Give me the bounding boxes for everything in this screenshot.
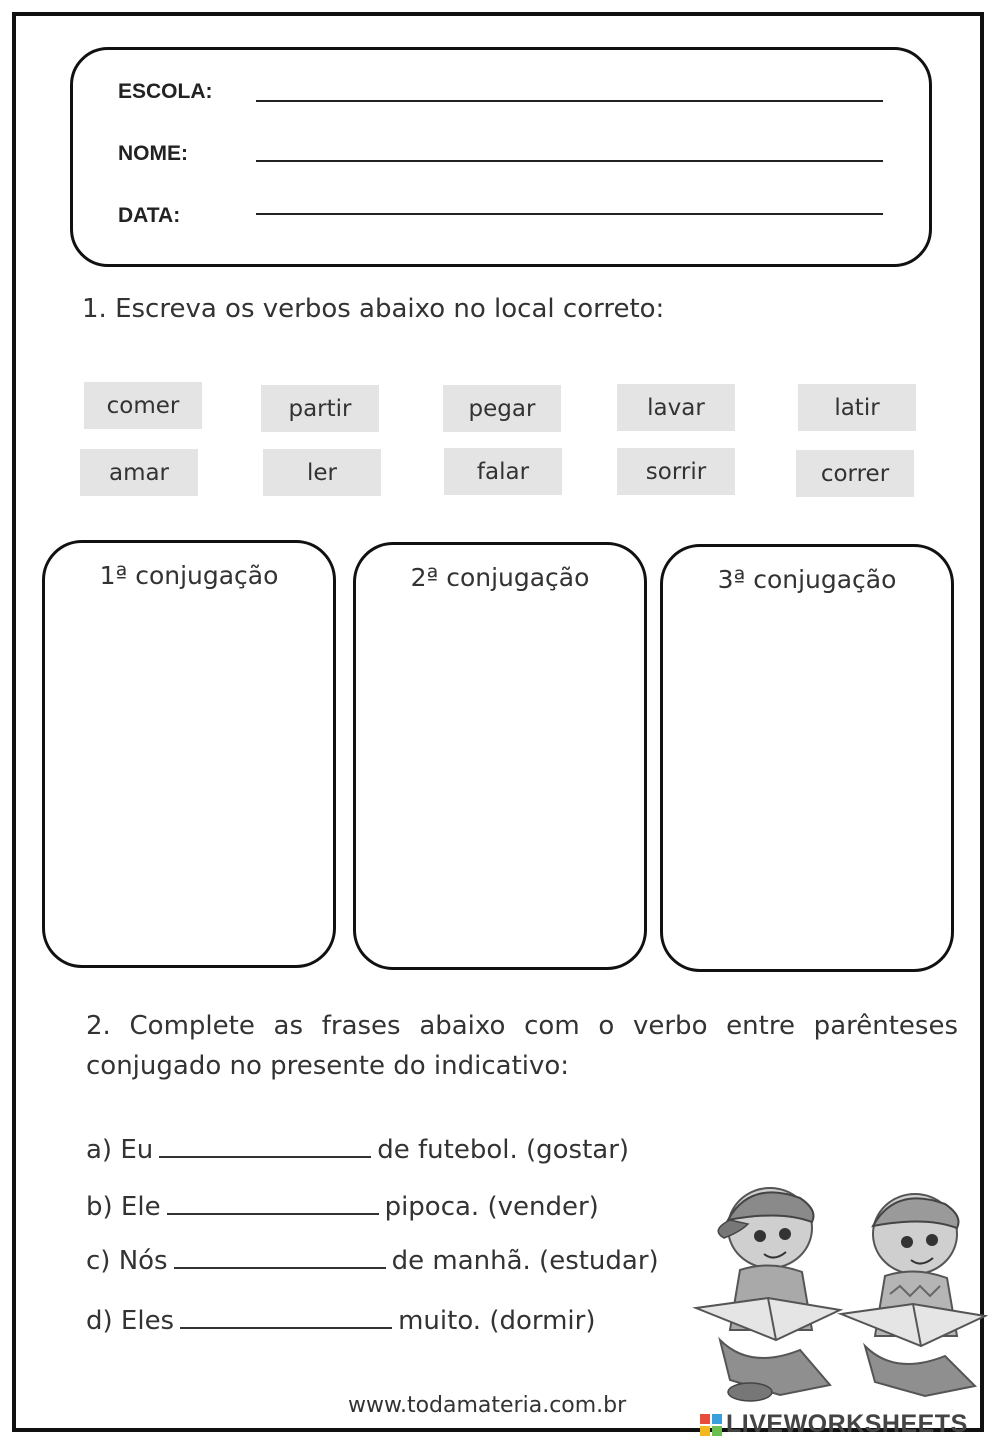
conjugation-title: 1ª conjugação [99,561,279,590]
answer-blank[interactable] [174,1245,386,1269]
question-1-prompt: 1. Escreva os verbos abaixo no local correto: [82,294,665,324]
answer-blank[interactable] [159,1134,371,1158]
verb-chip[interactable]: amar [80,449,198,496]
third-conjugation-box[interactable] [660,544,954,972]
date-field[interactable] [256,213,883,215]
first-conjugation-box[interactable] [42,540,336,968]
answer-blank[interactable] [180,1305,392,1329]
source-url[interactable]: www.todamateria.com.br [348,1393,627,1418]
sentence-prefix: a) Eu [86,1135,154,1165]
name-field[interactable] [256,160,883,162]
school-field[interactable] [256,100,883,102]
kid-reading-icon [696,1188,840,1401]
logo-squares-icon [700,1414,722,1436]
verb-chip[interactable]: lavar [617,384,735,431]
answer-blank[interactable] [167,1191,379,1215]
verb-chip[interactable]: partir [261,385,379,432]
sentence-prefix: b) Ele [86,1192,161,1222]
kid-reading-icon [841,1194,985,1396]
school-label: ESCOLA: [118,80,213,103]
name-label: NOME: [118,142,188,165]
verb-chip[interactable]: correr [796,450,914,497]
sentence-suffix: de futebol. (gostar) [377,1135,630,1165]
verb-chip[interactable]: sorrir [617,448,735,495]
sentence-b [86,1191,599,1222]
sentence-a [86,1134,629,1165]
verb-chip[interactable]: comer [84,382,202,429]
verb-chip[interactable]: pegar [443,385,561,432]
sentence-suffix: pipoca. (vender) [384,1192,599,1222]
liveworksheets-logo [700,1410,968,1439]
verb-chip[interactable]: falar [444,448,562,495]
verb-chip[interactable]: latir [798,384,916,431]
sentence-prefix: c) Nós [86,1246,168,1276]
sentence-d [86,1305,595,1336]
sentence-c [86,1245,659,1276]
kids-reading-illustration [690,1180,990,1405]
conjugation-title: 2ª conjugação [410,563,590,592]
conjugation-title: 3ª conjugação [717,565,897,594]
verb-chip[interactable]: ler [263,449,381,496]
date-label: DATA: [118,204,181,227]
brand-name: LIVEWORKSHEETS [726,1410,968,1438]
sentence-prefix: d) Eles [86,1306,175,1336]
sentence-suffix: de manhã. (estudar) [391,1246,659,1276]
second-conjugation-box[interactable] [353,542,647,970]
question-2-prompt: 2. Complete as frases abaixo com o verbo entre parênteses conjugado no presente do indicativo: [86,1011,958,1081]
sentence-suffix: muito. (dormir) [398,1306,596,1336]
